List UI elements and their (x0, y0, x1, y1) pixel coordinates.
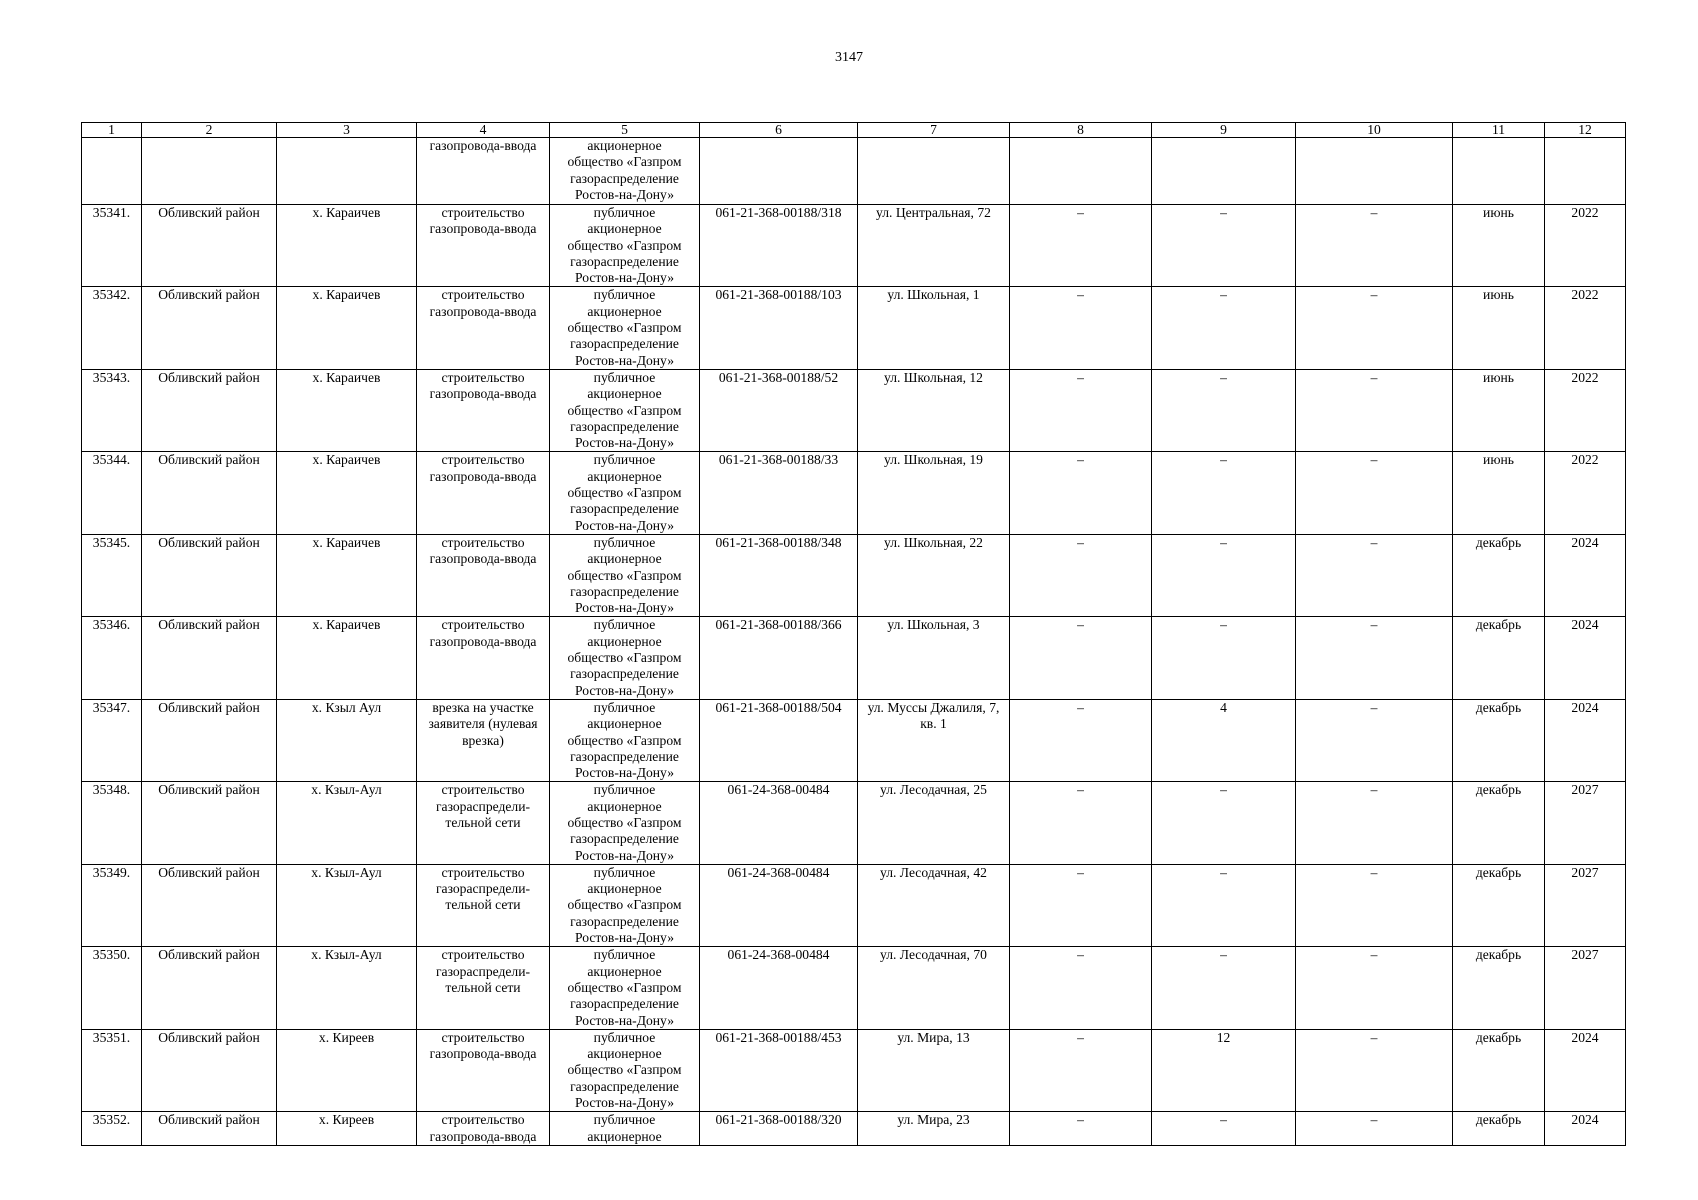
cell-year: 2024 (1545, 1112, 1626, 1146)
cell-contract-code: 061-21-368-00188/320 (700, 1112, 858, 1146)
cell-number: 35345. (82, 534, 142, 616)
cell-organization: публичное акционерное общество «Газпром газораспределение Ростов-на-Дону» (550, 1029, 700, 1111)
cell-organization: публичное акционерное общество «Газпром газораспределение Ростов-на-Дону» (550, 617, 700, 699)
cell-number: 35343. (82, 369, 142, 451)
cell-organization: публичное акционерное общество «Газпром газораспределение Ростов-на-Дону» (550, 369, 700, 451)
column-number: 7 (858, 123, 1010, 138)
cell-empty (700, 138, 858, 205)
cell-col-10: – (1296, 864, 1453, 946)
cell-district: Обливский район (142, 369, 277, 451)
cell-year: 2024 (1545, 699, 1626, 781)
cell-col-8: – (1010, 287, 1152, 369)
cell-settlement: х. Караичев (277, 534, 417, 616)
cell-work-type: строительство газопровода-ввода (417, 617, 550, 699)
cell-address: ул. Школьная, 3 (858, 617, 1010, 699)
table-row (82, 947, 1626, 1029)
cell-col-9: – (1152, 864, 1296, 946)
cell-month: декабрь (1453, 1112, 1545, 1146)
cell-col-10: – (1296, 1112, 1453, 1146)
column-number: 8 (1010, 123, 1152, 138)
cell-col-8: – (1010, 617, 1152, 699)
cell-month: декабрь (1453, 947, 1545, 1029)
cell-address: ул. Центральная, 72 (858, 205, 1010, 287)
cell-year: 2022 (1545, 452, 1626, 534)
table-row (82, 1029, 1626, 1111)
cell-col-8: – (1010, 369, 1152, 451)
cell-district: Обливский район (142, 617, 277, 699)
cell-col-9: – (1152, 1112, 1296, 1146)
cell-number: 35346. (82, 617, 142, 699)
cell-organization: публичное акционерное (550, 1112, 700, 1146)
cell-settlement: х. Киреев (277, 1029, 417, 1111)
cell-number: 35352. (82, 1112, 142, 1146)
cell-contract-code: 061-24-368-00484 (700, 782, 858, 864)
cell-address: ул. Муссы Джалиля, 7, кв. 1 (858, 699, 1010, 781)
table-row (82, 534, 1626, 616)
cell-month: июнь (1453, 369, 1545, 451)
column-number: 3 (277, 123, 417, 138)
cell-empty (1453, 138, 1545, 205)
cell-work-type: строительство газопровода-ввода (417, 534, 550, 616)
column-number: 2 (142, 123, 277, 138)
cell-district: Обливский район (142, 947, 277, 1029)
cell-year: 2027 (1545, 864, 1626, 946)
cell-address: ул. Школьная, 22 (858, 534, 1010, 616)
cell-col-9: – (1152, 782, 1296, 864)
cell-col-9: 12 (1152, 1029, 1296, 1111)
cell-contract-code: 061-21-368-00188/453 (700, 1029, 858, 1111)
cell-col-9: – (1152, 947, 1296, 1029)
cell-col-9: 4 (1152, 699, 1296, 781)
cell-year: 2024 (1545, 1029, 1626, 1111)
cell-month: декабрь (1453, 1029, 1545, 1111)
cell-work-type: строительство газораспредели-тельной сети (417, 782, 550, 864)
cell-col-8: – (1010, 947, 1152, 1029)
cell-organization: публичное акционерное общество «Газпром газораспределение Ростов-на-Дону» (550, 699, 700, 781)
cell-address: ул. Мира, 23 (858, 1112, 1010, 1146)
cell-work-type: строительство газопровода-ввода (417, 287, 550, 369)
cell-address: ул. Школьная, 1 (858, 287, 1010, 369)
cell-month: декабрь (1453, 617, 1545, 699)
cell-empty (1152, 138, 1296, 205)
cell-number: 35350. (82, 947, 142, 1029)
cell-contract-code: 061-21-368-00188/348 (700, 534, 858, 616)
page-number: 3147 (835, 50, 863, 65)
cell-settlement: х. Киреев (277, 1112, 417, 1146)
column-number-row (82, 123, 1626, 138)
cell-work-type: строительство газопровода-ввода (417, 452, 550, 534)
cell-number: 35349. (82, 864, 142, 946)
cell-organization: публичное акционерное общество «Газпром газораспределение Ростов-на-Дону» (550, 864, 700, 946)
cell-month: декабрь (1453, 534, 1545, 616)
cell-col-10: – (1296, 1029, 1453, 1111)
cell-organization: публичное акционерное общество «Газпром газораспределение Ростов-на-Дону» (550, 287, 700, 369)
cell-contract-code: 061-21-368-00188/318 (700, 205, 858, 287)
table-row (82, 864, 1626, 946)
cell-number: 35351. (82, 1029, 142, 1111)
table-row (82, 699, 1626, 781)
cell-contract-code: 061-21-368-00188/504 (700, 699, 858, 781)
cell-empty (82, 138, 142, 205)
cell-col-8: – (1010, 205, 1152, 287)
cell-month: декабрь (1453, 699, 1545, 781)
column-number: 5 (550, 123, 700, 138)
cell-organization: публичное акционерное общество «Газпром газораспределение Ростов-на-Дону» (550, 534, 700, 616)
cell-settlement: х. Кзыл-Аул (277, 947, 417, 1029)
cell-number: 35344. (82, 452, 142, 534)
cell-empty (1296, 138, 1453, 205)
cell-district: Обливский район (142, 534, 277, 616)
cell-col-10: – (1296, 782, 1453, 864)
cell-organization: публичное акционерное общество «Газпром газораспределение Ростов-на-Дону» (550, 782, 700, 864)
table-row (82, 452, 1626, 534)
cell-col-8: – (1010, 534, 1152, 616)
table-row (82, 1112, 1626, 1146)
cell-contract-code: 061-21-368-00188/366 (700, 617, 858, 699)
cell-contract-code: 061-21-368-00188/103 (700, 287, 858, 369)
cell-col-9: – (1152, 534, 1296, 616)
cell-year: 2024 (1545, 617, 1626, 699)
cell-district: Обливский район (142, 782, 277, 864)
cell-col-10: – (1296, 699, 1453, 781)
cell-organization: публичное акционерное общество «Газпром газораспределение Ростов-на-Дону» (550, 947, 700, 1029)
cell-contract-code: 061-24-368-00484 (700, 864, 858, 946)
cell-organization: акционерное общество «Газпром газораспределение Ростов-на-Дону» (550, 138, 700, 205)
table-body (82, 123, 1626, 1146)
cell-number: 35342. (82, 287, 142, 369)
table-row (82, 205, 1626, 287)
table-row (82, 782, 1626, 864)
cell-year: 2022 (1545, 205, 1626, 287)
cell-contract-code: 061-21-368-00188/52 (700, 369, 858, 451)
cell-work-type: строительство газораспредели-тельной сети (417, 864, 550, 946)
cell-col-8: – (1010, 782, 1152, 864)
cell-number: 35341. (82, 205, 142, 287)
cell-col-9: – (1152, 617, 1296, 699)
cell-month: июнь (1453, 452, 1545, 534)
cell-empty (1010, 138, 1152, 205)
column-number: 4 (417, 123, 550, 138)
cell-work-type: врезка на участке заявителя (нулевая врезка) (417, 699, 550, 781)
cell-col-8: – (1010, 699, 1152, 781)
cell-col-10: – (1296, 947, 1453, 1029)
cell-year: 2024 (1545, 534, 1626, 616)
cell-col-9: – (1152, 369, 1296, 451)
cell-col-9: – (1152, 287, 1296, 369)
cell-month: июнь (1453, 205, 1545, 287)
cell-settlement: х. Караичев (277, 452, 417, 534)
table-row (82, 287, 1626, 369)
register-table (81, 122, 1626, 1146)
cell-col-10: – (1296, 369, 1453, 451)
cell-number: 35347. (82, 699, 142, 781)
cell-col-8: – (1010, 452, 1152, 534)
column-number: 1 (82, 123, 142, 138)
cell-contract-code: 061-24-368-00484 (700, 947, 858, 1029)
cell-contract-code: 061-21-368-00188/33 (700, 452, 858, 534)
cell-address: ул. Школьная, 12 (858, 369, 1010, 451)
cell-year: 2022 (1545, 287, 1626, 369)
column-number: 11 (1453, 123, 1545, 138)
cell-number: 35348. (82, 782, 142, 864)
cell-col-8: – (1010, 864, 1152, 946)
cell-address: ул. Лесодачная, 42 (858, 864, 1010, 946)
cell-settlement: х. Кзыл-Аул (277, 864, 417, 946)
cell-settlement: х. Караичев (277, 369, 417, 451)
cell-settlement: х. Кзыл Аул (277, 699, 417, 781)
cell-district: Обливский район (142, 205, 277, 287)
cell-address: ул. Мира, 13 (858, 1029, 1010, 1111)
cell-organization: публичное акционерное общество «Газпром газораспределение Ростов-на-Дону» (550, 205, 700, 287)
cell-col-10: – (1296, 287, 1453, 369)
cell-district: Обливский район (142, 1112, 277, 1146)
table-row (82, 617, 1626, 699)
cell-empty (1545, 138, 1626, 205)
cell-col-10: – (1296, 534, 1453, 616)
cell-year: 2027 (1545, 782, 1626, 864)
cell-settlement: х. Караичев (277, 617, 417, 699)
cell-settlement: х. Караичев (277, 205, 417, 287)
cell-work-type: строительство газораспредели-тельной сети (417, 947, 550, 1029)
cell-district: Обливский район (142, 699, 277, 781)
cell-settlement: х. Кзыл-Аул (277, 782, 417, 864)
cell-month: декабрь (1453, 782, 1545, 864)
table-row (82, 369, 1626, 451)
cell-month: июнь (1453, 287, 1545, 369)
cell-work-type: строительство газопровода-ввода (417, 369, 550, 451)
cell-col-10: – (1296, 617, 1453, 699)
cell-district: Обливский район (142, 864, 277, 946)
cell-settlement: х. Караичев (277, 287, 417, 369)
cell-work-type: строительство газопровода-ввода (417, 1029, 550, 1111)
cell-work-type: строительство газопровода-ввода (417, 205, 550, 287)
cell-month: декабрь (1453, 864, 1545, 946)
cell-work-type: газопровода-ввода (417, 138, 550, 205)
column-number: 6 (700, 123, 858, 138)
cell-empty (277, 138, 417, 205)
cell-district: Обливский район (142, 1029, 277, 1111)
column-number: 9 (1152, 123, 1296, 138)
cell-col-10: – (1296, 452, 1453, 534)
cell-organization: публичное акционерное общество «Газпром газораспределение Ростов-на-Дону» (550, 452, 700, 534)
cell-col-9: – (1152, 452, 1296, 534)
cell-district: Обливский район (142, 287, 277, 369)
cell-col-8: – (1010, 1029, 1152, 1111)
cell-empty (142, 138, 277, 205)
cell-district: Обливский район (142, 452, 277, 534)
cell-col-10: – (1296, 205, 1453, 287)
table-row-continued (82, 138, 1626, 205)
cell-address: ул. Лесодачная, 25 (858, 782, 1010, 864)
cell-year: 2027 (1545, 947, 1626, 1029)
cell-year: 2022 (1545, 369, 1626, 451)
cell-col-9: – (1152, 205, 1296, 287)
cell-address: ул. Школьная, 19 (858, 452, 1010, 534)
column-number: 10 (1296, 123, 1453, 138)
cell-empty (858, 138, 1010, 205)
cell-work-type: строительство газопровода-ввода (417, 1112, 550, 1146)
cell-address: ул. Лесодачная, 70 (858, 947, 1010, 1029)
cell-col-8: – (1010, 1112, 1152, 1146)
column-number: 12 (1545, 123, 1626, 138)
